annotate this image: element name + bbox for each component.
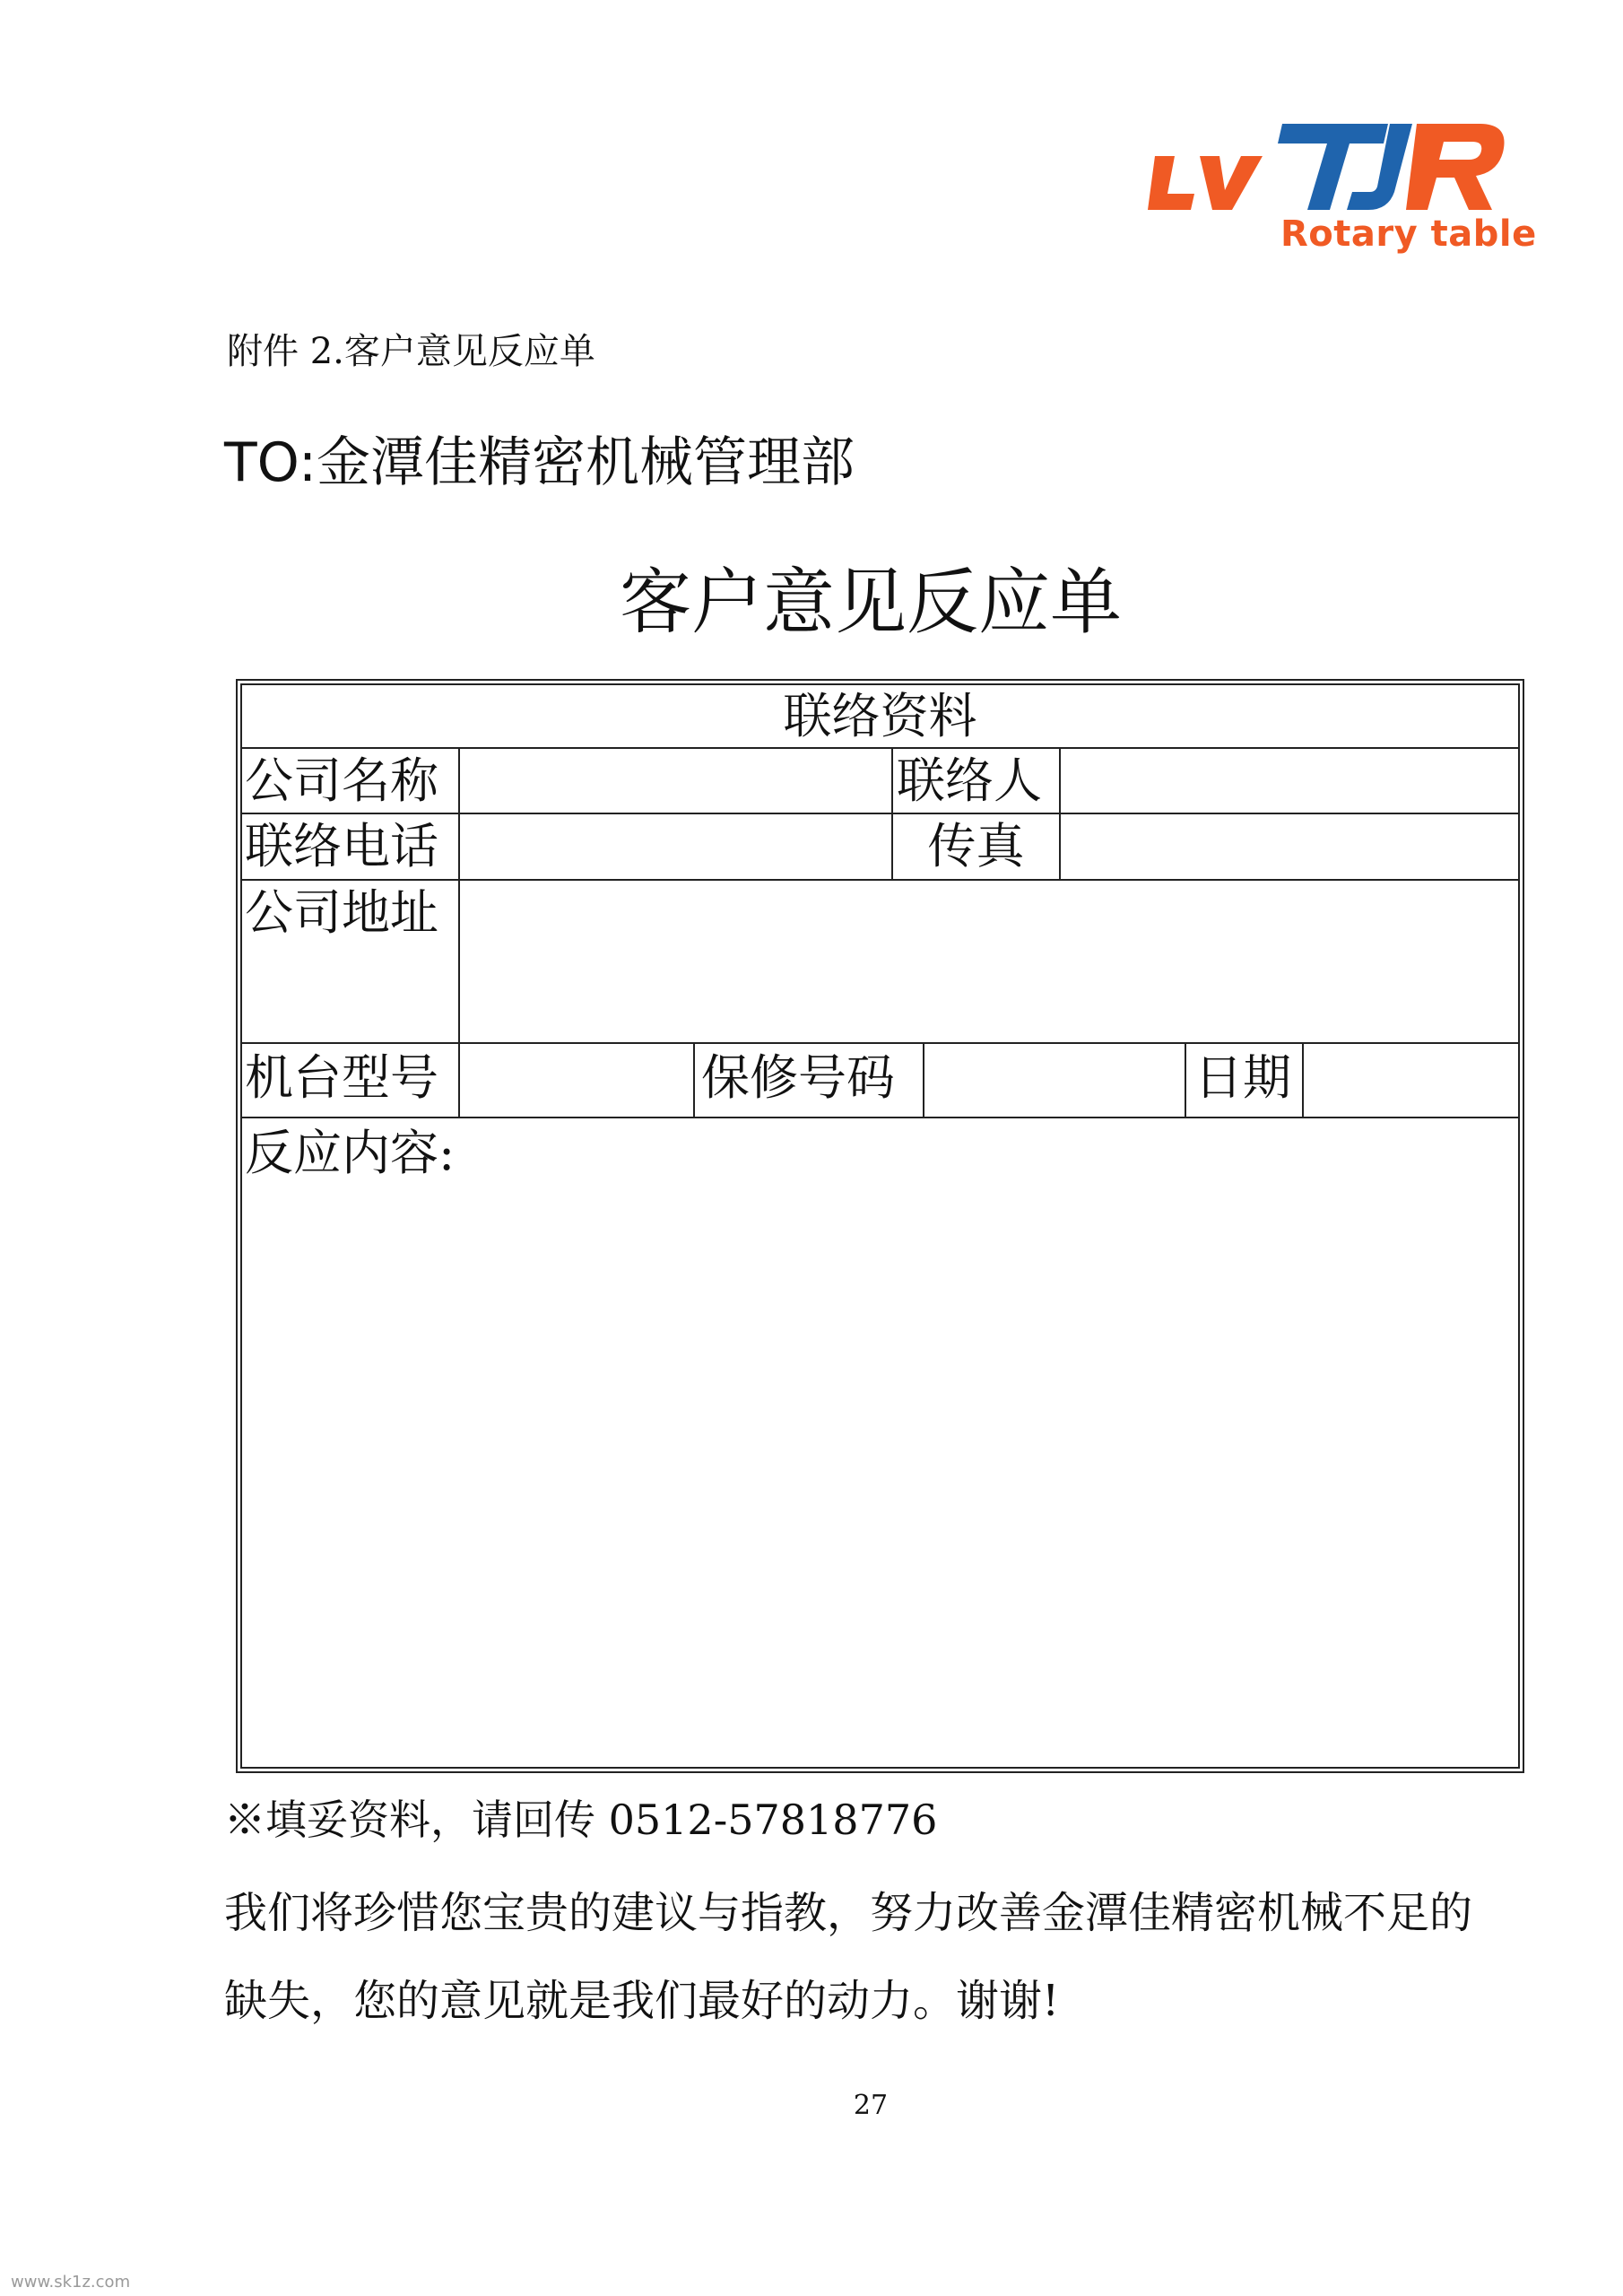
company-name-field[interactable]: [466, 757, 888, 809]
column-divider: [1059, 747, 1061, 879]
phone-field[interactable]: [466, 822, 888, 874]
logo-subtitle: Rotary table: [1280, 213, 1537, 255]
column-divider: [693, 1042, 695, 1117]
label-date: 日期: [1194, 1049, 1291, 1106]
address-field[interactable]: [466, 889, 1515, 1037]
fax-back-note: ※填妥资料，请回传 0512-57818776: [224, 1796, 938, 1844]
label-feedback: 反应内容:: [245, 1125, 456, 1181]
form-title: 客户意见反应单: [620, 561, 1122, 644]
section-header-contact-info: 联络资料: [783, 688, 977, 744]
thanks-message-line-1: 我们将珍惜您宝贵的建议与指教，努力改善金潭佳精密机械不足的: [224, 1888, 1473, 1938]
column-divider: [1185, 1042, 1186, 1117]
feedback-field[interactable]: [245, 1193, 1509, 1758]
date-field[interactable]: [1309, 1054, 1515, 1109]
label-fax: 传真: [927, 818, 1025, 874]
column-divider: [1302, 1042, 1304, 1117]
row-divider: [240, 1117, 1520, 1118]
column-divider: [923, 1042, 924, 1117]
row-divider: [240, 879, 1520, 881]
row-divider: [240, 1042, 1520, 1044]
label-contact-person: 联络人: [897, 752, 1042, 809]
warranty-number-field[interactable]: [931, 1054, 1180, 1109]
row-divider: [240, 813, 1520, 814]
label-company-name: 公司名称: [245, 752, 438, 809]
watermark: www.sk1z.com: [11, 2273, 131, 2292]
lvtjr-logo-mark: [1148, 117, 1524, 215]
row-divider: [240, 747, 1520, 749]
attachment-label: 附件 2.客户意见反应单: [227, 331, 595, 372]
contact-person-field[interactable]: [1067, 757, 1515, 809]
thanks-message-line-2: 缺失，您的意见就是我们最好的动力。谢谢!: [224, 1976, 1060, 2026]
company-logo: [1148, 117, 1537, 269]
label-warranty-number: 保修号码: [701, 1049, 895, 1106]
fax-field[interactable]: [1067, 822, 1515, 874]
machine-model-field[interactable]: [466, 1054, 689, 1109]
recipient-line: TO:金潭佳精密机械管理部: [224, 431, 855, 494]
page-number: 27: [853, 2090, 889, 2121]
label-phone: 联络电话: [245, 818, 438, 874]
label-address: 公司地址: [245, 884, 438, 941]
label-machine-model: 机台型号: [245, 1049, 438, 1106]
column-divider: [458, 747, 460, 1117]
